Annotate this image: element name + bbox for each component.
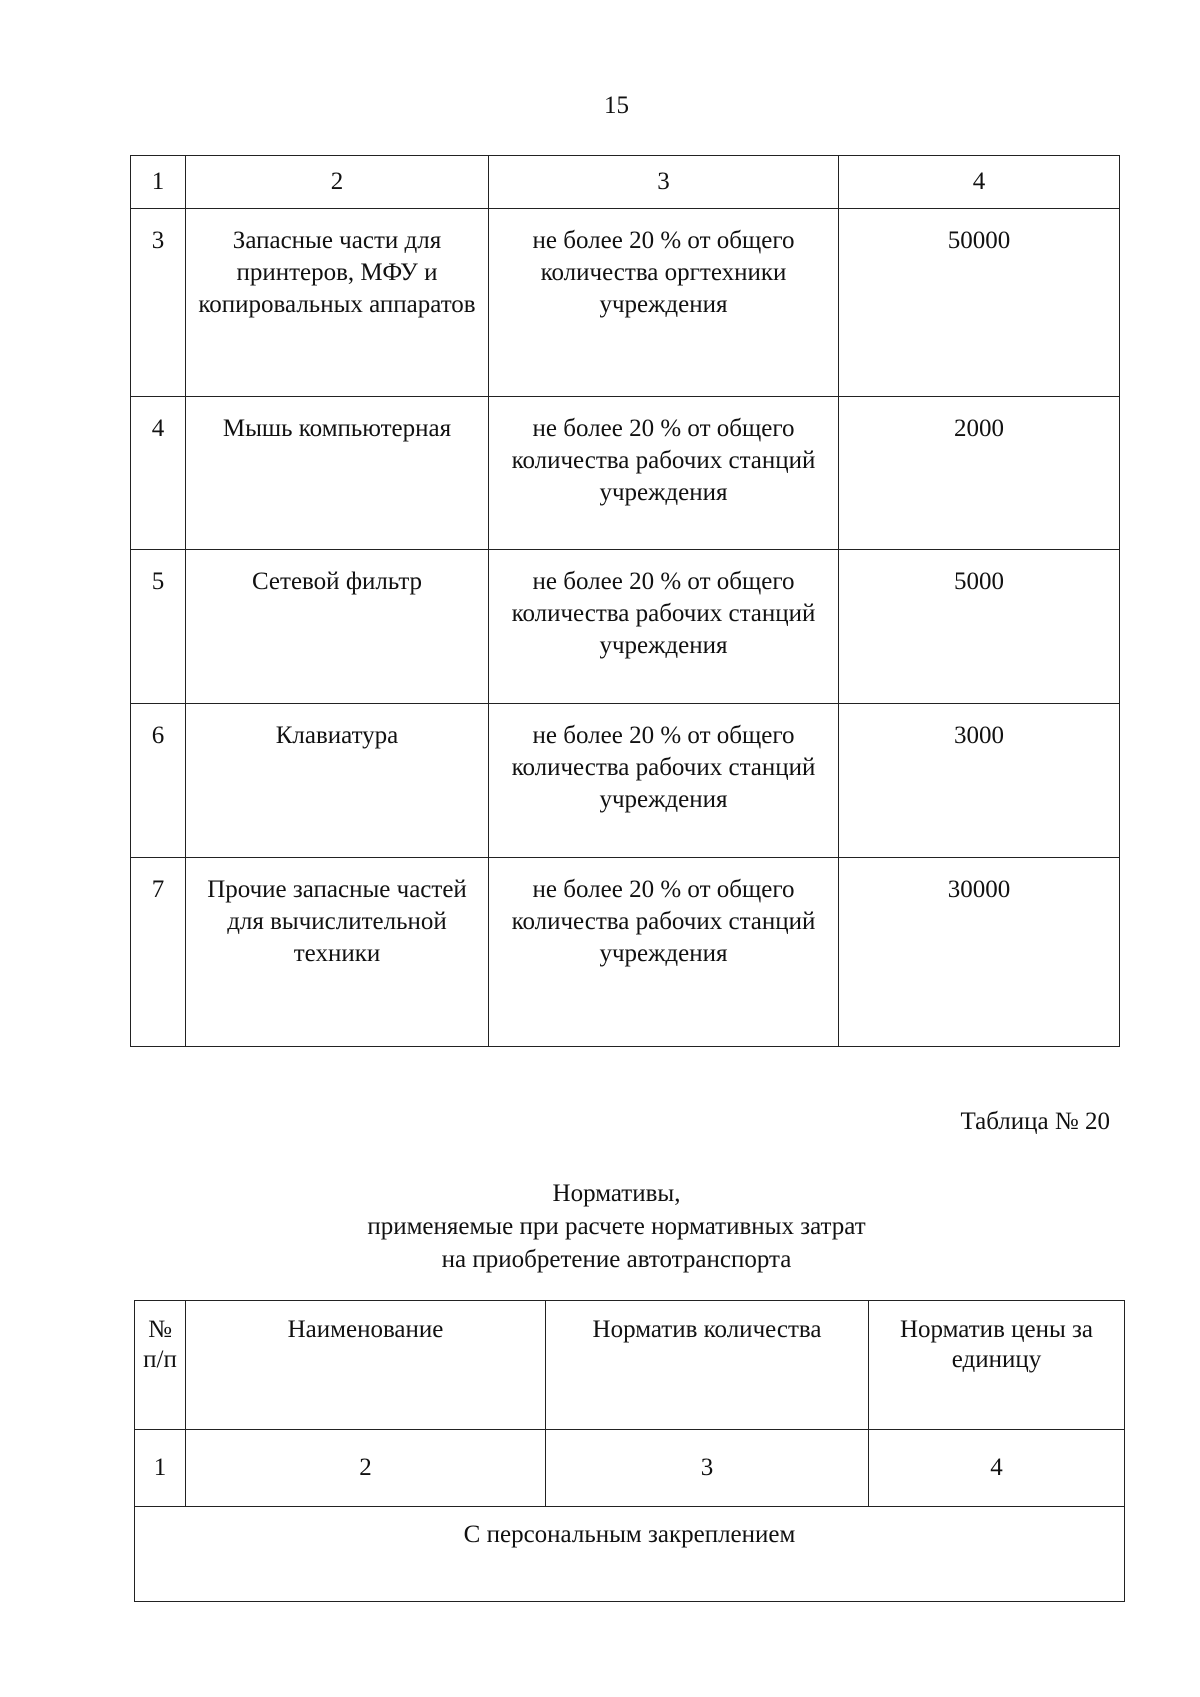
vehicle-norms-table xyxy=(134,1300,1125,1602)
item-name: Мышь компьютерная xyxy=(186,397,489,550)
item-name: Сетевой фильтр xyxy=(186,550,489,704)
price-norm: 50000 xyxy=(839,209,1120,397)
price-norm: 2000 xyxy=(839,397,1120,550)
caption-line: на приобретение автотранспорта xyxy=(441,1246,792,1273)
column-number-cell: 1 xyxy=(135,1430,186,1507)
column-number-row xyxy=(135,1430,1125,1507)
table-row xyxy=(131,397,1120,550)
header-name: Наименование xyxy=(186,1301,546,1430)
column-number-cell: 1 xyxy=(131,156,186,209)
row-number: 6 xyxy=(131,704,186,858)
quantity-norm: не более 20 % от общего количества рабочих станций учреждения xyxy=(489,550,839,704)
section-row xyxy=(135,1507,1125,1602)
row-number: 4 xyxy=(131,397,186,550)
caption-line: применяемые при расчете нормативных затрат xyxy=(367,1213,866,1240)
price-norm: 5000 xyxy=(839,550,1120,704)
section-title: С персональным закреплением xyxy=(135,1507,1125,1602)
row-number: 3 xyxy=(131,209,186,397)
caption-line: Нормативы, xyxy=(552,1180,681,1207)
spare-parts-table xyxy=(130,155,1120,1047)
column-number-cell: 2 xyxy=(186,156,489,209)
row-number: 7 xyxy=(131,858,186,1047)
table-label: Таблица № 20 xyxy=(960,1108,1110,1135)
table-row xyxy=(131,209,1120,397)
column-number-cell: 3 xyxy=(546,1430,869,1507)
header-row xyxy=(135,1301,1125,1430)
column-number-cell: 4 xyxy=(869,1430,1125,1507)
header-price: Норматив цены за единицу xyxy=(869,1301,1125,1430)
header-quantity: Норматив количества xyxy=(546,1301,869,1430)
table-row xyxy=(131,550,1120,704)
table-row xyxy=(131,858,1120,1047)
header-num: № п/п xyxy=(135,1301,186,1430)
column-number-cell: 2 xyxy=(186,1430,546,1507)
quantity-norm: не более 20 % от общего количества рабочих станций учреждения xyxy=(489,397,839,550)
price-norm: 3000 xyxy=(839,704,1120,858)
price-norm: 30000 xyxy=(839,858,1120,1047)
quantity-norm: не более 20 % от общего количества оргтехники учреждения xyxy=(489,209,839,397)
column-number-cell: 3 xyxy=(489,156,839,209)
item-name: Запасные части для принтеров, МФУ и копировальных аппаратов xyxy=(186,209,489,397)
row-number: 5 xyxy=(131,550,186,704)
quantity-norm: не более 20 % от общего количества рабочих станций учреждения xyxy=(489,704,839,858)
quantity-norm: не более 20 % от общего количества рабочих станций учреждения xyxy=(489,858,839,1047)
column-number-row xyxy=(131,156,1120,209)
page-number: 15 xyxy=(604,92,629,119)
column-number-cell: 4 xyxy=(839,156,1120,209)
item-name: Прочие запасные частей для вычислительной техники xyxy=(186,858,489,1047)
table-row xyxy=(131,704,1120,858)
table-caption xyxy=(0,1177,1200,1276)
item-name: Клавиатура xyxy=(186,704,489,858)
